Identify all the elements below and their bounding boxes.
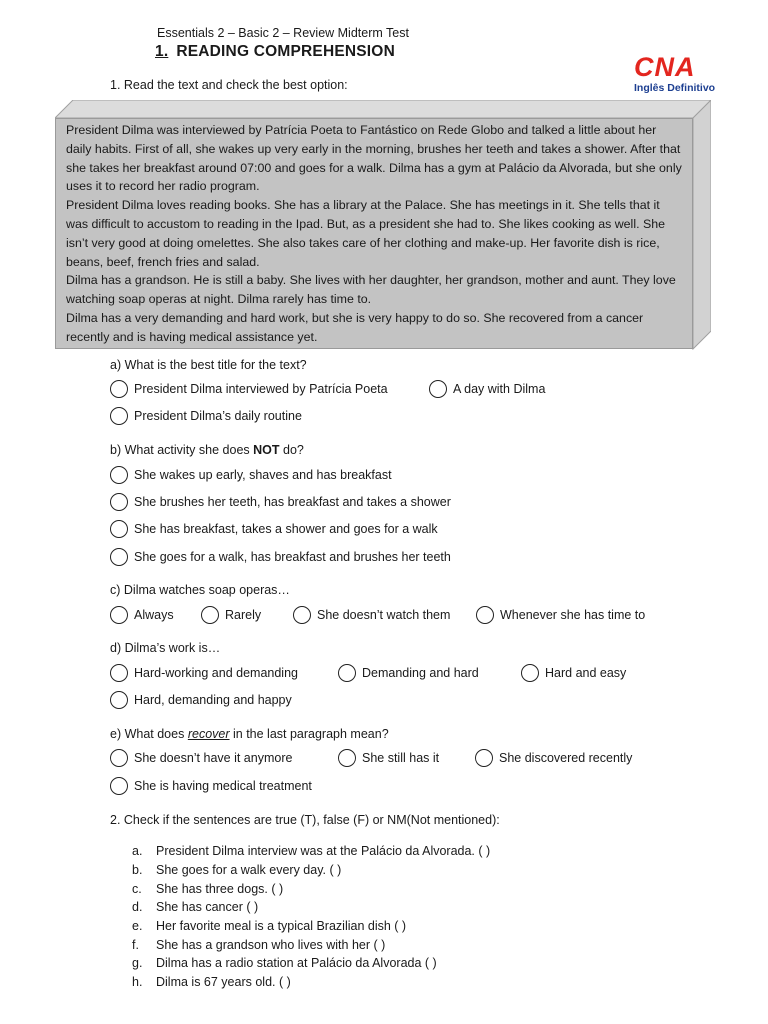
- radio-button[interactable]: [338, 749, 356, 767]
- question-c-option-3[interactable]: [293, 606, 450, 624]
- question-c-option-1[interactable]: [110, 606, 174, 624]
- exercise2-instructions: 2. Check if the sentences are true (T), false (F) or NM(Not mentioned):: [110, 813, 500, 827]
- reading-text: [55, 118, 693, 349]
- radio-button[interactable]: [110, 407, 128, 425]
- question-b-option-1[interactable]: [110, 466, 392, 484]
- option-label: A day with Dilma: [453, 382, 546, 396]
- question-b-option-2[interactable]: [110, 493, 451, 511]
- radio-button[interactable]: [338, 664, 356, 682]
- list-item[interactable]: [132, 954, 692, 973]
- list-item[interactable]: [132, 842, 692, 861]
- radio-button[interactable]: [475, 749, 493, 767]
- question-e-prompt: [110, 727, 389, 741]
- logo-tagline: Inglês Definitivo: [634, 82, 716, 94]
- cna-logo: [634, 54, 726, 94]
- radio-button[interactable]: [521, 664, 539, 682]
- radio-button[interactable]: [110, 466, 128, 484]
- radio-button[interactable]: [110, 380, 128, 398]
- question-a-prompt: a) What is the best title for the text?: [110, 358, 307, 372]
- radio-button[interactable]: [110, 777, 128, 795]
- radio-button[interactable]: [110, 749, 128, 767]
- option-label: She still has it: [362, 751, 440, 765]
- prompt-keyword: recover: [187, 727, 230, 741]
- list-item[interactable]: [132, 879, 692, 898]
- question-b-option-3[interactable]: [110, 520, 438, 538]
- radio-button[interactable]: [110, 548, 128, 566]
- item-text: Dilma is 67 years old. ( ): [156, 975, 291, 990]
- reading-paragraph-1: President Dilma was interviewed by Patrícia Poeta to Fantástico on Rede Globo and talked a little about her daily habits. First of all, she wakes up very early in the morning, brushes her teeth and takes a shower. After that she takes her breakfast around 07:00 and goes for a walk. Dilma has a gym at Palácio da Alvorada, but she only uses it to record her radio program.: [66, 123, 682, 194]
- option-label: She has breakfast, takes a shower and goes for a walk: [134, 522, 438, 536]
- option-label: She discovered recently: [499, 751, 633, 765]
- item-letter: d.: [132, 900, 143, 915]
- option-label: Hard-working and demanding: [134, 666, 298, 680]
- radio-button[interactable]: [201, 606, 219, 624]
- question-a-option-2[interactable]: [429, 380, 545, 398]
- question-a-option-3[interactable]: [110, 407, 302, 425]
- question-d-option-1[interactable]: [110, 664, 298, 682]
- item-text: She goes for a walk every day. ( ): [156, 863, 342, 878]
- item-text: Dilma has a radio station at Palácio da Alvorada ( ): [156, 956, 437, 971]
- list-item[interactable]: [132, 917, 692, 936]
- item-letter: h.: [132, 975, 143, 990]
- item-letter: e.: [132, 919, 143, 934]
- radio-button[interactable]: [293, 606, 311, 624]
- option-label: She brushes her teeth, has breakfast and takes a shower: [134, 495, 451, 509]
- question-d-option-3[interactable]: [521, 664, 626, 682]
- item-text: She has three dogs. ( ): [156, 881, 284, 896]
- logo-brand: CNA: [634, 52, 696, 82]
- question-b-prompt: [110, 443, 304, 457]
- radio-button[interactable]: [429, 380, 447, 398]
- option-label: Always: [134, 608, 174, 622]
- reading-text-box: [55, 100, 711, 350]
- section-number: 1.: [155, 43, 169, 60]
- prompt-text: do?: [279, 443, 304, 457]
- course-line: Essentials 2 – Basic 2 – Review Midterm Test: [157, 26, 409, 40]
- option-label: Rarely: [225, 608, 262, 622]
- list-item[interactable]: [132, 898, 692, 917]
- question-c-option-4[interactable]: [476, 606, 645, 624]
- prompt-text: e) What does: [110, 727, 188, 741]
- option-label: She wakes up early, shaves and has breakfast: [134, 468, 392, 482]
- radio-button[interactable]: [110, 520, 128, 538]
- prompt-emphasis: NOT: [253, 443, 280, 457]
- option-label: She goes for a walk, has breakfast and brushes her teeth: [134, 550, 451, 564]
- option-label: Demanding and hard: [362, 666, 479, 680]
- question-c-option-2[interactable]: [201, 606, 261, 624]
- question-e-option-1[interactable]: [110, 749, 292, 767]
- radio-button[interactable]: [110, 691, 128, 709]
- question-d-option-4[interactable]: [110, 691, 292, 709]
- list-item[interactable]: [132, 973, 692, 992]
- item-text: She has a grandson who lives with her ( ): [156, 937, 386, 952]
- question-e-option-4[interactable]: [110, 777, 312, 795]
- reading-paragraph-2: President Dilma loves reading books. She has a library at the Palace. She has meetings in it. She tells that it was difficult to accustom to reading in the Ipad. But, as a president she had to. She likes cooking as well. She isn’t very good at doing omelettes. She also takes care of her clothing and make-up. Her favorite dish is rice, beans, beef, french fries and salad.: [66, 198, 665, 269]
- question-c-prompt: c) Dilma watches soap operas…: [110, 583, 290, 597]
- reading-paragraph-3: Dilma has a grandson. He is still a baby. She lives with her daughter, her grandson, mother and aunt. They love watching soap operas at night. Dilma rarely has time to.: [66, 273, 676, 307]
- option-label: President Dilma’s daily routine: [134, 409, 302, 423]
- question-e-option-3[interactable]: [475, 749, 632, 767]
- item-letter: f.: [132, 937, 139, 952]
- question-a-option-1[interactable]: [110, 380, 388, 398]
- option-label: President Dilma interviewed by Patrícia Poeta: [134, 382, 388, 396]
- section-title-text: READING COMPREHENSION: [176, 43, 395, 60]
- section-title: [155, 43, 395, 61]
- exercise1-instructions: 1. Read the text and check the best option:: [110, 78, 348, 92]
- list-item[interactable]: [132, 935, 692, 954]
- reading-paragraph-4: Dilma has a very demanding and hard work, but she is very happy to do so. She recovered from a cancer recently and is having medical assistance yet.: [66, 310, 644, 344]
- question-e-option-2[interactable]: [338, 749, 439, 767]
- item-letter: b.: [132, 863, 143, 878]
- item-letter: a.: [132, 844, 143, 859]
- prompt-text: in the last paragraph mean?: [229, 727, 389, 741]
- item-text: She has cancer ( ): [156, 900, 259, 915]
- option-label: Hard and easy: [545, 666, 627, 680]
- option-label: Whenever she has time to: [500, 608, 646, 622]
- item-text: Her favorite meal is a typical Brazilian dish ( ): [156, 919, 407, 934]
- item-letter: g.: [132, 956, 143, 971]
- option-label: Hard, demanding and happy: [134, 693, 292, 707]
- radio-button[interactable]: [110, 606, 128, 624]
- radio-button[interactable]: [110, 664, 128, 682]
- radio-button[interactable]: [476, 606, 494, 624]
- option-label: She doesn’t watch them: [317, 608, 451, 622]
- radio-button[interactable]: [110, 493, 128, 511]
- item-text: President Dilma interview was at the Palácio da Alvorada. ( ): [156, 844, 491, 859]
- option-label: She is having medical treatment: [134, 779, 312, 793]
- question-d-prompt: d) Dilma’s work is…: [110, 641, 221, 655]
- item-letter: c.: [132, 881, 142, 896]
- option-label: She doesn’t have it anymore: [134, 751, 293, 765]
- prompt-text: b) What activity she does: [110, 443, 254, 457]
- true-false-list: [132, 842, 692, 992]
- question-b-option-4[interactable]: [110, 548, 451, 566]
- list-item[interactable]: [132, 861, 692, 880]
- question-d-option-2[interactable]: [338, 664, 479, 682]
